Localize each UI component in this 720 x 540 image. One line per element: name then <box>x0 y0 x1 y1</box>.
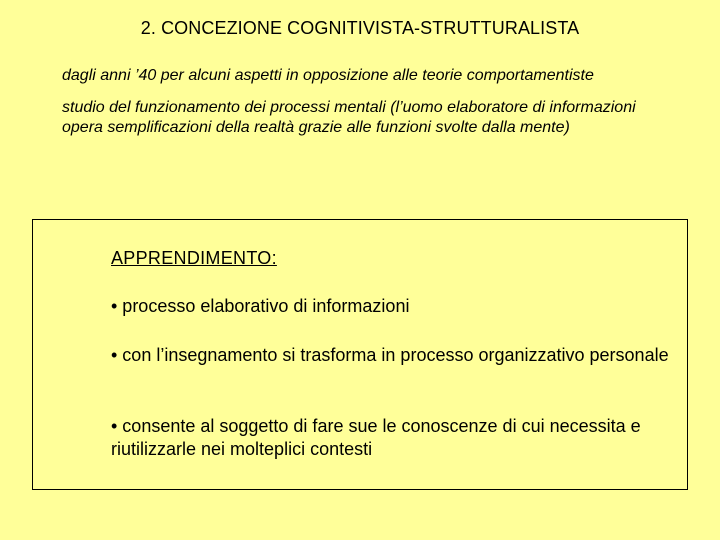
intro-text-study: studio del funzionamento dei processi mentali (l’uomo elaboratore di informazioni opera semplificazioni della realtà grazie alle funzioni svolte dalla mente) <box>62 99 636 136</box>
learning-heading: APPRENDIMENTO: <box>111 248 277 268</box>
bullet-item: • processo elaborativo di informazioni <box>111 296 410 316</box>
intro-text-origin: dagli anni ’40 per alcuni aspetti in opposizione alle teorie comportamentiste <box>62 67 594 84</box>
learning-box <box>32 219 688 490</box>
slide-title: 2. CONCEZIONE COGNITIVISTA-STRUTTURALISTA <box>140 18 580 38</box>
bullet-item: • con l’insegnamento si trasforma in processo organizzativo personale <box>111 345 669 365</box>
bullet-item: • consente al soggetto di fare sue le conoscenze di cui necessita e riutilizzarle nei molteplici contesti <box>111 416 641 459</box>
